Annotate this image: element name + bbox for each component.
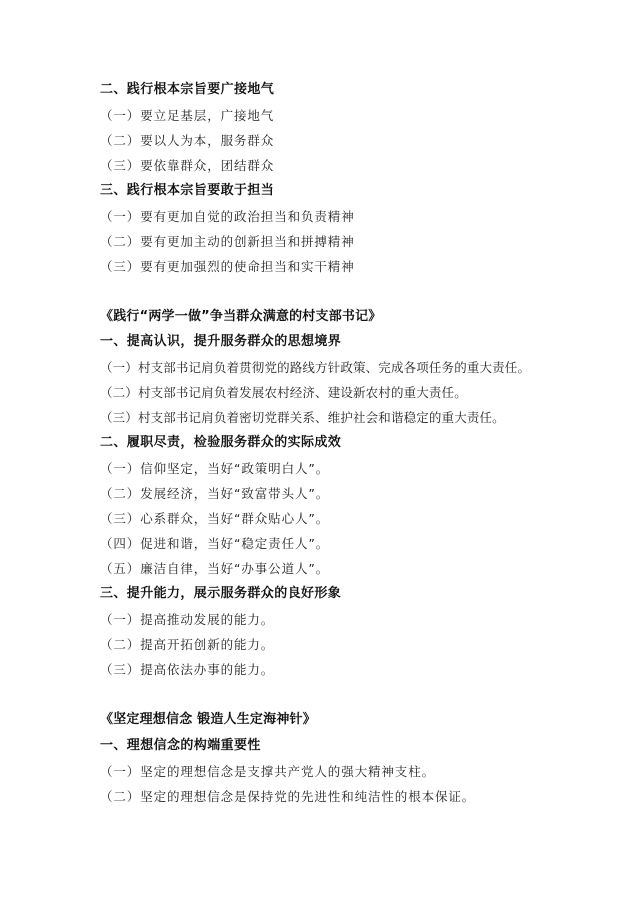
list-item: （四）促进和谐，当好“稳定责任人”。: [100, 536, 330, 551]
list-item: （二）要以人为本，服务群众: [100, 133, 275, 148]
article-title: 《坚定理想信念 锻造人生定海神针》: [100, 712, 316, 727]
section-heading: 二、履职尽责，检验服务群众的实际成效: [100, 435, 342, 450]
section-heading: 一、提高认识，提升服务群众的思想境界: [100, 334, 342, 349]
section-heading: 三、践行根本宗旨要敢于担当: [100, 183, 275, 198]
section-heading: 三、提升能力，展示服务群众的良好形象: [100, 586, 342, 601]
list-item: （二）发展经济，当好“致富带头人”。: [100, 486, 330, 501]
list-item: （一）坚定的理想信念是支撑共产党人的强大精神支柱。: [100, 764, 436, 779]
list-item: （三）心系群众，当好“群众贴心人”。: [100, 511, 330, 526]
list-item: （三）要依靠群众，团结群众: [100, 158, 275, 173]
list-item: （二）村支部书记肩负着发展农村经济、建设新农村的重大责任。: [100, 385, 467, 400]
list-item: （三）提高依法办事的能力。: [100, 662, 275, 677]
list-item: （二）提高开拓创新的能力。: [100, 637, 275, 652]
list-item: （三）村支部书记肩负着密切党群关系、维护社会和谐稳定的重大责任。: [100, 410, 505, 425]
list-item: （一）提高推动发展的能力。: [100, 612, 275, 627]
list-item: （二）要有更加主动的创新担当和拼搏精神: [100, 234, 355, 249]
section-heading: 一、理想信念的构端重要性: [100, 738, 261, 753]
list-item: （一）要立足基层，广接地气: [100, 108, 275, 123]
section-heading: 二、践行根本宗旨要广接地气: [100, 82, 275, 97]
list-item: （五）廉洁自律，当好“办事公道人”。: [100, 561, 330, 576]
list-item: （一）要有更加自觉的政治担当和负责精神: [100, 209, 355, 224]
article-title: 《践行“两学一做”争当群众满意的村支部书记》: [100, 309, 382, 324]
list-item: （二）坚定的理想信念是保持党的先进性和纯洁性的根本保证。: [100, 789, 476, 804]
list-item: （一）村支部书记肩负着贯彻党的路线方针政策、完成各项任务的重大责任。: [100, 360, 531, 375]
list-item: （一）信仰坚定，当好“政策明白人”。: [100, 461, 330, 476]
list-item: （三）要有更加强烈的使命担当和实干精神: [100, 259, 355, 274]
